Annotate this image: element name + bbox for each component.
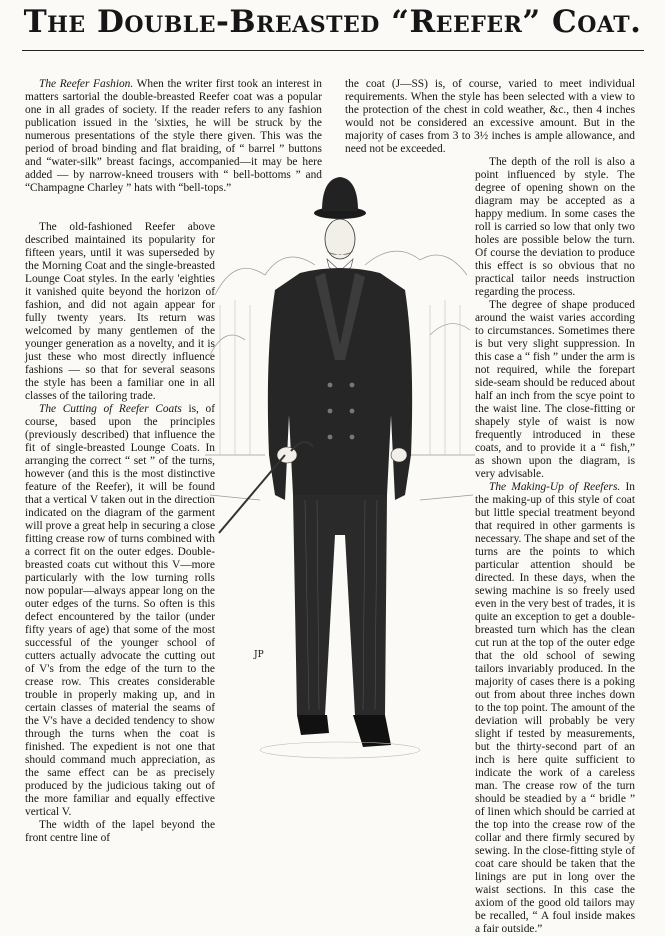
paragraph-body: The old-fashioned Reefer above described maintained its popularity for fifteen years, until it was superseded by the Morning Coat and the single-breasted Lounge Coat styles. In the early 'eighties it vanished quite beyond the horizon of fashion, and did not again appear for fully twenty years. Its return was welcomed by many gentlemen of the younger generation as a novelty, and it is just these who most directly influence fashions — so that for several seasons the style has been a familiar one in all classes of the tailoring trade. [25,221,215,402]
paragraph-body: The degree of shape produced around the waist varies according to circumstances. Sometimes there is but very slight suppression. In this case a “ fish ” under the arm is not required, while the forepart side-seam should be reduced about half an inch from the scye point to the waist line. The close-fitting or shapely style of waist is now frequently introduced in these coats, and to provide it a “ fish,” as shown upon the diagram, is very advisable. [475,299,635,480]
page-title: The Double-Breasted “Reefer” Coat. [23,4,642,40]
paragraph-lead: The Making-Up of Reefers. [489,481,621,493]
right-column [345,78,635,156]
paragraph-roll-depth [475,156,635,299]
paragraph-body: the coat (J—SS) is, of course, varied to meet individual requirements. When the style has been selected with a view to the protection of the chest in cold weather, &c., then 4 inches would not be considered an excessive amount. But in the majority of cases from 3 to 3½ inches is ample allowance, and need not be exceeded. [345,78,635,155]
paragraph-body: When the writer first took an interest in matters sartorial the double-breasted Reefer coat was a popular one in all grades of society. If the reader refers to any fashion publication issued in the 'sixties, he will be struck by the numerous presentations of the style there given. This was the period of broad binding and flat braiding, of “ barrel ” buttons and “water-silk” breast facings, accompanied—it may be here added — by narrow-kneed trousers with “ bell-bottoms ” and “Champagne Charley ” hats with “bell-tops.” [25,78,322,194]
paragraph-body: is, of course, based upon the principles (previously described) that influence the fit of single-breasted Lounge Coats. In arranging the correct “ set ” of the turns, however (and this is the most distinctive feature of the Reefer), it will be found that a vertical V taken out in the direction indicated on the diagram of the garment will prove a great help in securing a close fitting crease row of turns combined with a correct fit on the outer edges. Double-breasted coats cut without this V—more particularly with the low turning rolls now popular—always appear long on the outer edges of the turns. So often is this defect encountered by the tailor (under fifty years of age) that some of the most successful of the younger school of cutters actually advocate the cutting out of V's from the edge of the turn to the crease row. This creates considerable trouble in properly making up, and in certain classes of material the seams of the V's have a decided tendency to show through the turns when the coat is finished. The expedient is not one that should command much appreciation, as the same effect can be as precisely produced by the judicious taking out of the more familiar and equally effective vertical V. [25,403,215,818]
paragraph-body: In the making-up of this style of coat but little special treatment beyond that required in other garments is necessary. The shape and set of the turns are the points to which particular attention should be directed. In these days, when the sewing machine is so freely used even in the very best of trades, it is quite an exception to get a double-breasted turn which has the clean cut run at the top of the outer edge that the old school of sewing tailors invariably produced. In the majority of cases there is a poking out from about three inches down to the top point. The amount of the deviation will probably be very slight if tested by measurements, but the thirty-second part of an inch is here quite sufficient to indicate the work of a careless man. The crease row of the turn should be steadied by a “ bridle ” of linen which should be carried at the top into the crease row of the collar and there firmly secured by sewing. In the close-fitting style of coat care should be taken that the linings are put in long over the waist sections. In this case the axiom of the good old tailors may be recalled, “ A foul inside makes a fair outside.” [475,481,635,935]
paragraph-lapel-width [25,819,215,845]
paragraph-waist-shape [475,299,635,481]
paragraph-making-up [475,481,635,936]
reefer-coat-illustration [205,155,475,770]
paragraph-lead: The Cutting of Reefer Coats [39,403,182,415]
title-rule [22,50,644,51]
paragraph-lead: The Reefer Fashion. [39,78,134,90]
paragraph-lapel-continued [345,78,635,156]
artist-signature: JP [254,650,264,660]
paragraph-old-fashioned [25,221,215,403]
paragraph-body: The width of the lapel beyond the front centre line of [25,819,215,844]
paragraph-body: The depth of the roll is also a point influenced by style. The degree of opening shown on the diagram may be accepted as a happy medium. In some cases the roll is carried so low that only two holes are possible below the turn. Of course the deviation to produce this effect is so obvious that no practical tailor needs instruction regarding the process. [475,156,635,298]
paragraph-cutting [25,403,215,819]
right-column-narrow [475,156,635,936]
left-column-narrow [25,221,215,845]
